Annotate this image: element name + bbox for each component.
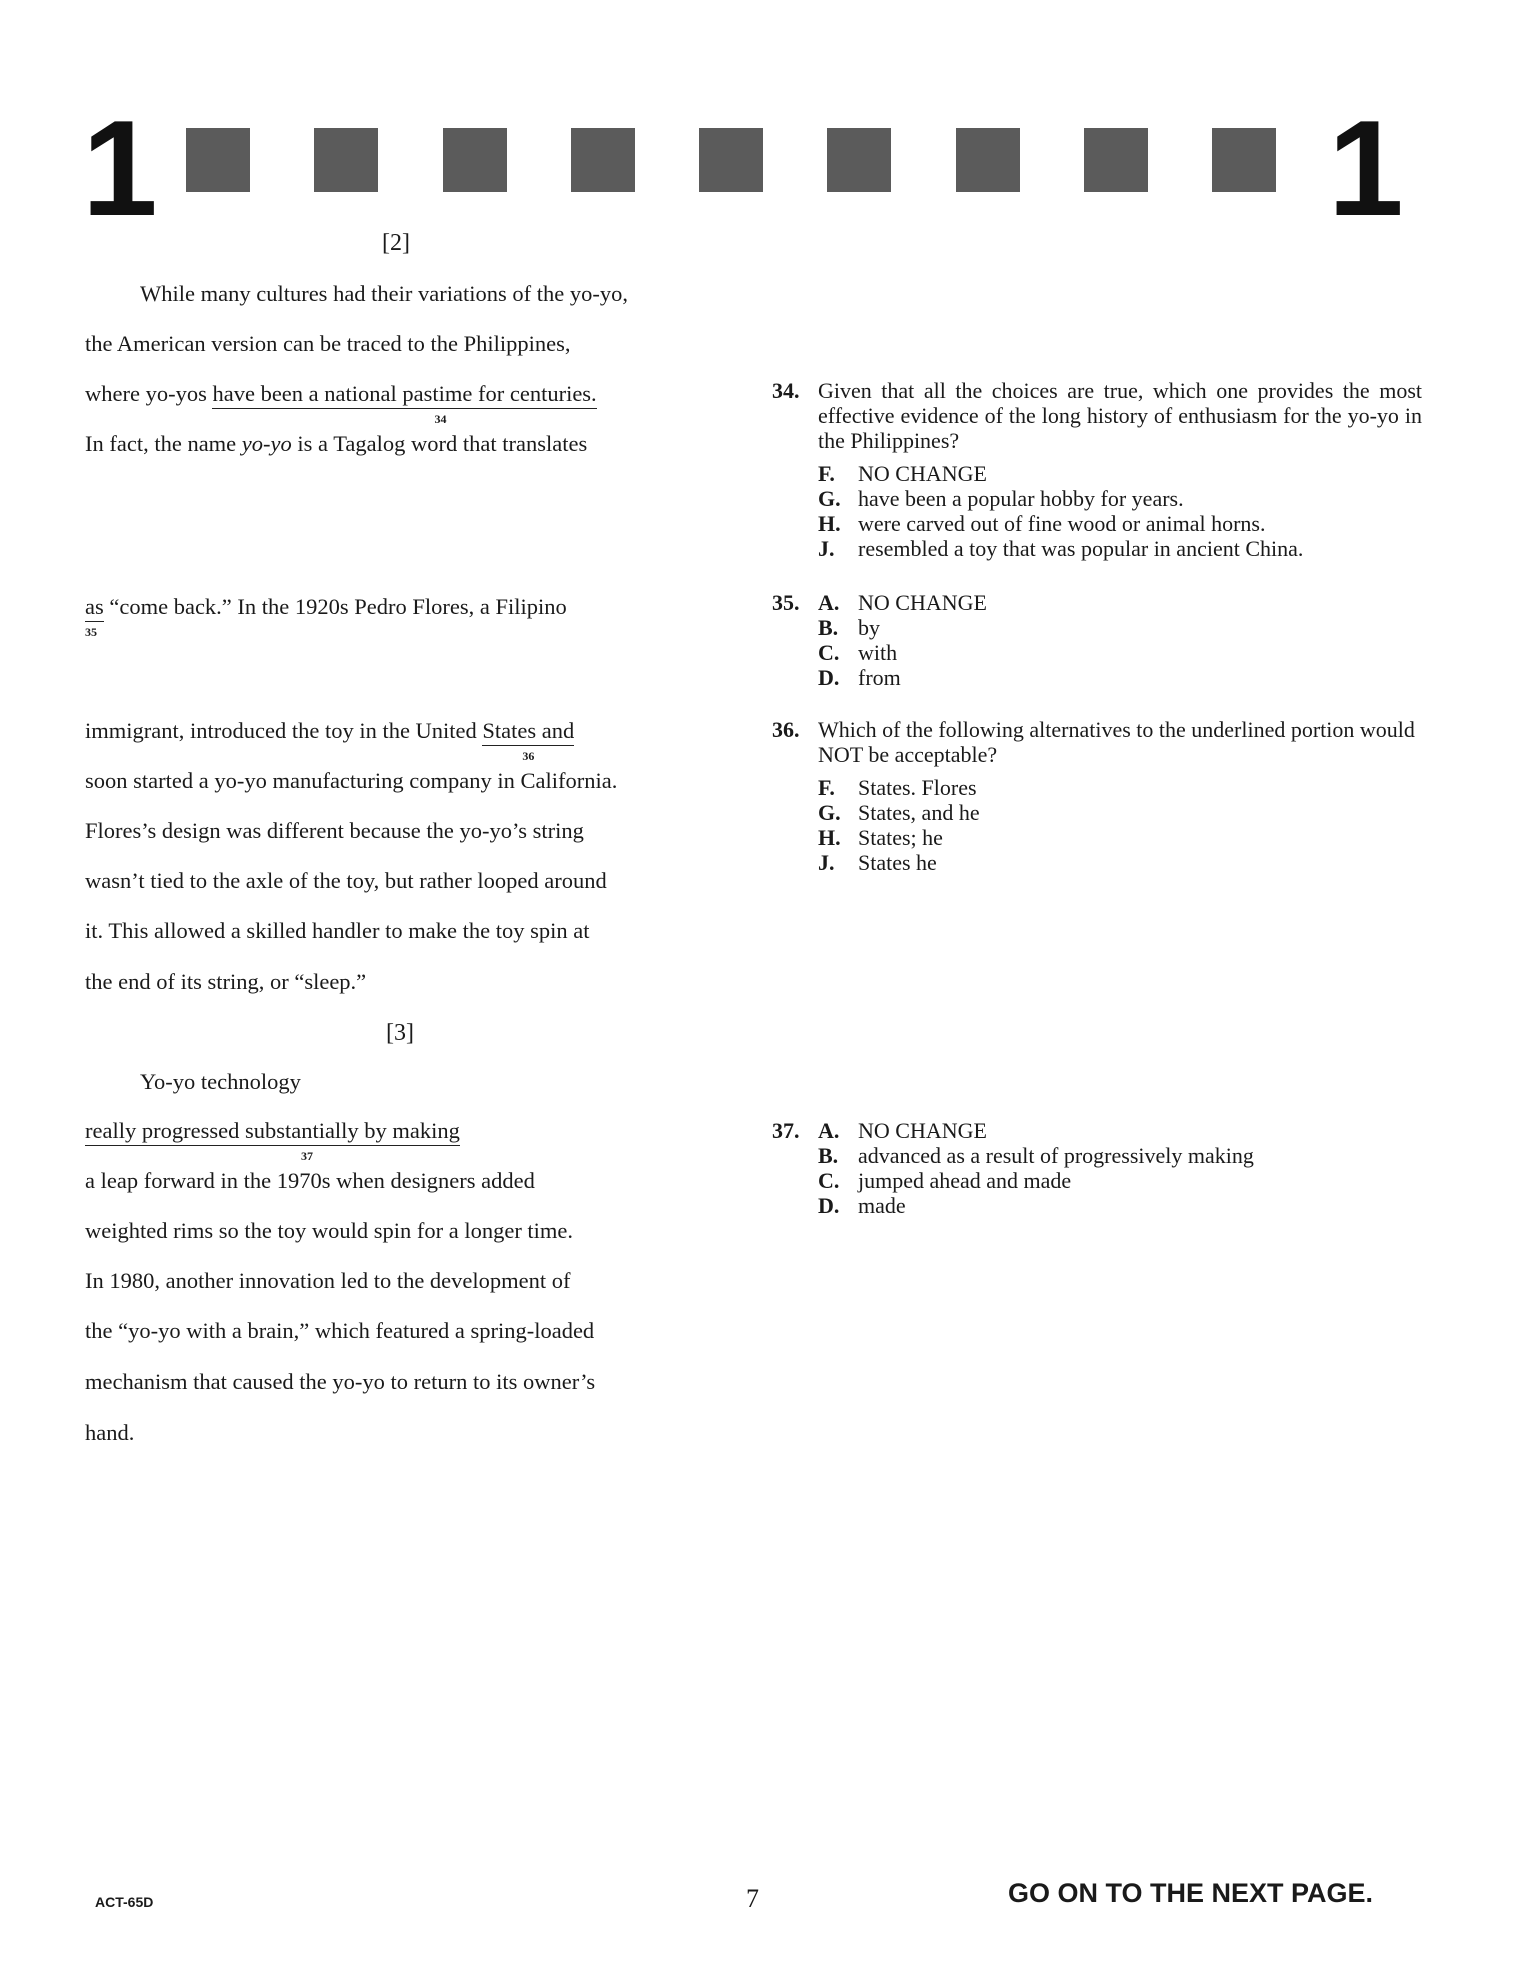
option-text: were carved out of fine wood or animal horns. xyxy=(858,511,1266,536)
question-36 xyxy=(772,717,1422,875)
question-marker-34: 34 xyxy=(434,412,447,426)
passage-line: Yo-yo technology xyxy=(140,1069,301,1094)
option-letter: H. xyxy=(818,825,841,850)
passage-line: In 1980, another innovation led to the development of xyxy=(85,1268,571,1293)
answer-option-j[interactable] xyxy=(818,850,1422,875)
section-number-right: 1 xyxy=(1328,92,1404,244)
passage-line: the American version can be traced to the Philippines, xyxy=(85,331,571,356)
option-letter: F. xyxy=(818,461,835,486)
option-text: States. Flores xyxy=(858,775,977,800)
answer-option-j[interactable] xyxy=(818,536,1422,561)
passage-line: hand. xyxy=(85,1420,135,1445)
answer-option-a[interactable] xyxy=(818,590,987,615)
passage-line xyxy=(85,433,587,456)
question-37 xyxy=(772,1118,1422,1218)
option-text: States he xyxy=(858,850,937,875)
answer-option-c[interactable] xyxy=(818,1168,1254,1193)
header-square xyxy=(699,128,763,192)
passage-text: In fact, the name xyxy=(85,431,242,456)
option-letter: J. xyxy=(818,536,835,561)
option-letter: G. xyxy=(818,486,841,511)
passage-line xyxy=(85,594,567,639)
passage-line: mechanism that caused the yo-yo to return to its owner’s xyxy=(85,1369,596,1394)
paragraph-number-3: [3] xyxy=(386,1020,414,1046)
header-square xyxy=(956,128,1020,192)
option-text: NO CHANGE xyxy=(858,590,987,615)
option-text: States; he xyxy=(858,825,943,850)
header-square xyxy=(186,128,250,192)
page-number: 7 xyxy=(746,1884,759,1913)
question-stem: Given that all the choices are true, which one provides the most effective evidence of the long history of enthusiasm for the yo-yo in the Philippines? xyxy=(818,378,1422,453)
option-text: advanced as a result of progressively making xyxy=(858,1143,1254,1168)
italic-term: yo-yo xyxy=(241,431,292,456)
option-letter: A. xyxy=(818,1118,840,1143)
underlined-portion-37[interactable] xyxy=(85,1118,460,1163)
option-letter: B. xyxy=(818,1143,839,1168)
passage-text: is a Tagalog word that translates xyxy=(291,431,588,456)
option-text: NO CHANGE xyxy=(858,1118,987,1143)
answer-option-g[interactable] xyxy=(818,486,1422,511)
option-letter: B. xyxy=(818,615,839,640)
answer-option-b[interactable] xyxy=(818,615,987,640)
passage-text: “come back.” In the 1920s Pedro Flores, a Filipino xyxy=(103,594,567,619)
option-letter: F. xyxy=(818,775,835,800)
underlined-portion-36[interactable] xyxy=(482,718,575,763)
passage-text: where yo-yos xyxy=(85,381,213,406)
answer-option-d[interactable] xyxy=(818,665,987,690)
answer-option-f[interactable] xyxy=(818,461,1422,486)
header-square xyxy=(1084,128,1148,192)
option-letter: D. xyxy=(818,1193,840,1218)
underlined-text: have been a national pastime for centuries. xyxy=(212,381,597,406)
answer-option-c[interactable] xyxy=(818,640,987,665)
passage-line: While many cultures had their variations of the yo-yo, xyxy=(140,281,628,306)
option-text: States, and he xyxy=(858,800,980,825)
question-34 xyxy=(772,378,1422,561)
question-number: 36. xyxy=(772,717,800,742)
question-35 xyxy=(772,590,1422,690)
answer-option-f[interactable] xyxy=(818,775,1422,800)
option-letter: A. xyxy=(818,590,840,615)
question-marker-36: 36 xyxy=(522,749,535,763)
section-number-left: 1 xyxy=(82,92,158,244)
question-number: 35. xyxy=(772,590,800,615)
passage-line: a leap forward in the 1970s when designers added xyxy=(85,1168,535,1193)
answer-option-b[interactable] xyxy=(818,1143,1254,1168)
next-page-notice: GO ON TO THE NEXT PAGE. xyxy=(1008,1878,1374,1908)
header-square xyxy=(314,128,378,192)
passage-line: the “yo-yo with a brain,” which featured a spring-loaded xyxy=(85,1318,595,1343)
underlined-text: States and xyxy=(482,718,575,743)
paragraph-number-2: [2] xyxy=(382,230,410,256)
option-text: NO CHANGE xyxy=(858,461,987,486)
header-square-bar xyxy=(186,128,1276,192)
option-letter: G. xyxy=(818,800,841,825)
option-text: jumped ahead and made xyxy=(858,1168,1072,1193)
question-number: 34. xyxy=(772,378,800,403)
option-text: by xyxy=(858,615,880,640)
answer-option-d[interactable] xyxy=(818,1193,1254,1218)
underlined-text: as xyxy=(85,594,104,619)
passage-line: Flores’s design was different because the yo-yo’s string xyxy=(85,818,584,843)
option-text: have been a popular hobby for years. xyxy=(858,486,1184,511)
option-letter: J. xyxy=(818,850,835,875)
answer-option-h[interactable] xyxy=(818,825,1422,850)
question-stem: Which of the following alternatives to the underlined portion would NOT be acceptable? xyxy=(818,717,1415,767)
header-square xyxy=(571,128,635,192)
answer-option-h[interactable] xyxy=(818,511,1422,536)
underlined-portion-35[interactable] xyxy=(85,594,104,639)
option-letter: C. xyxy=(818,640,840,665)
passage-line xyxy=(85,1118,460,1163)
header-square xyxy=(443,128,507,192)
underlined-portion-34[interactable] xyxy=(212,381,597,426)
form-code: ACT-65D xyxy=(95,1894,154,1910)
header-square xyxy=(827,128,891,192)
passage-line xyxy=(85,718,575,763)
option-letter: H. xyxy=(818,511,841,536)
underlined-text: really progressed substantially by making xyxy=(85,1118,460,1143)
passage-line: the end of its string, or “sleep.” xyxy=(85,969,367,994)
answer-option-a[interactable] xyxy=(818,1118,1254,1143)
passage-line: wasn’t tied to the axle of the toy, but rather looped around xyxy=(85,868,607,893)
option-text: resembled a toy that was popular in ancient China. xyxy=(858,536,1304,561)
option-letter: D. xyxy=(818,665,840,690)
passage-line: weighted rims so the toy would spin for a longer time. xyxy=(85,1218,574,1243)
passage-line xyxy=(85,381,597,426)
option-text: with xyxy=(858,640,898,665)
option-text: from xyxy=(858,665,901,690)
question-marker-35: 35 xyxy=(85,625,97,639)
question-marker-37: 37 xyxy=(301,1149,313,1163)
header-square xyxy=(1212,128,1276,192)
answer-option-g[interactable] xyxy=(818,800,1422,825)
option-letter: C. xyxy=(818,1168,840,1193)
option-text: made xyxy=(858,1193,906,1218)
passage-line: it. This allowed a skilled handler to make the toy spin at xyxy=(85,918,590,943)
passage-line: soon started a yo-yo manufacturing company in California. xyxy=(85,768,618,793)
question-number: 37. xyxy=(772,1118,800,1143)
passage-text: immigrant, introduced the toy in the United xyxy=(85,718,483,743)
